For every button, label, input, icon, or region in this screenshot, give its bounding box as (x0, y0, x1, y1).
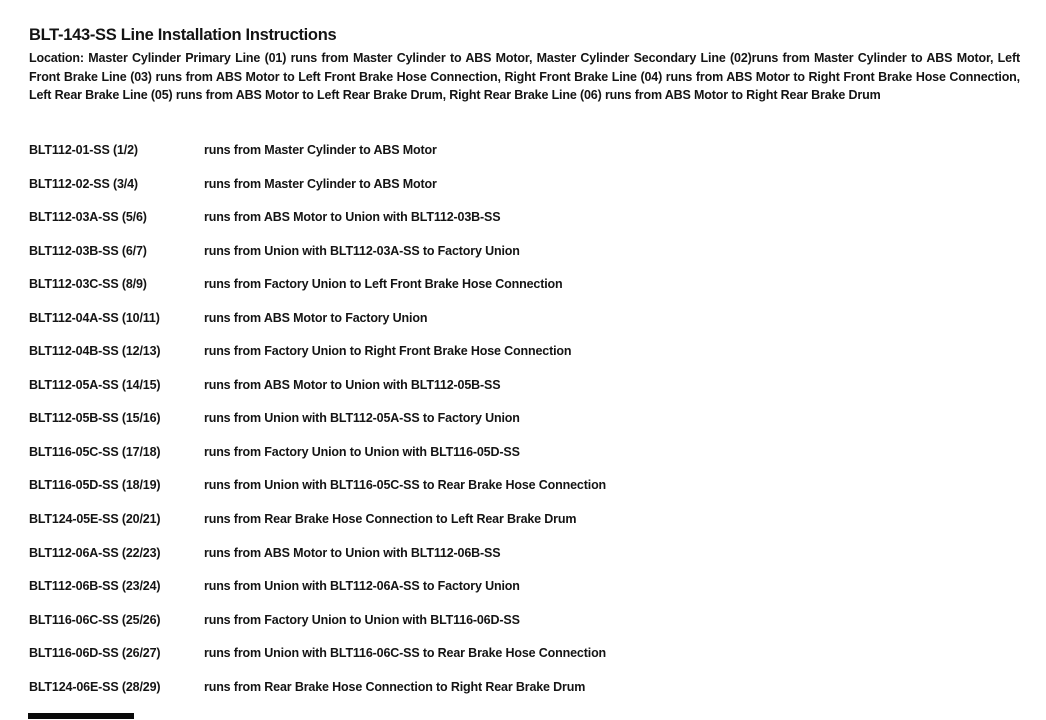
part-routing-description: runs from ABS Motor to Union with BLT112-03B-SS (204, 210, 501, 225)
line-item-row (29, 469, 1020, 503)
installation-line-list (29, 134, 1020, 704)
line-item-row (29, 402, 1020, 436)
part-number: BLT112-04B-SS (12/13) (29, 344, 161, 359)
part-routing-description: runs from Master Cylinder to ABS Motor (204, 176, 437, 191)
line-item-row (29, 537, 1020, 571)
line-item-row (29, 168, 1020, 202)
part-number: BLT112-03C-SS (8/9) (29, 277, 147, 292)
line-item-row (29, 369, 1020, 403)
part-routing-description: runs from Union with BLT116-05C-SS to Rear Brake Hose Connection (204, 478, 607, 493)
part-number: BLT112-03B-SS (6/7) (29, 243, 147, 258)
part-number: BLT112-06A-SS (22/23) (29, 545, 161, 560)
part-routing-description: runs from Factory Union to Right Front Brake Hose Connection (204, 344, 572, 359)
part-routing-description: runs from ABS Motor to Factory Union (204, 310, 428, 325)
part-routing-description: runs from Factory Union to Union with BLT116-05D-SS (204, 444, 520, 459)
part-routing-description: runs from Factory Union to Union with BLT116-06D-SS (204, 612, 520, 627)
part-number: BLT112-06B-SS (23/24) (29, 579, 161, 594)
part-number: BLT112-01-SS (1/2) (29, 143, 138, 157)
line-item-row (29, 134, 1020, 168)
part-routing-description: runs from Rear Brake Hose Connection to Left Rear Brake Drum (204, 512, 577, 527)
part-routing-description: runs from ABS Motor to Union with BLT112-06B-SS (204, 545, 501, 560)
part-number: BLT116-06D-SS (26/27) (29, 646, 161, 661)
part-number: BLT112-03A-SS (5/6) (29, 210, 147, 225)
part-routing-description: runs from Master Cylinder to ABS Motor (204, 143, 437, 157)
part-routing-description: runs from Factory Union to Left Front Brake Hose Connection (204, 277, 563, 292)
part-number: BLT112-02-SS (3/4) (29, 176, 138, 191)
part-number: BLT112-04A-SS (10/11) (29, 310, 160, 325)
part-routing-description: runs from Union with BLT112-06A-SS to Factory Union (204, 579, 520, 594)
line-item-row (29, 604, 1020, 638)
page-title: BLT-143-SS Line Installation Instructions (29, 26, 337, 44)
part-routing-description: runs from Rear Brake Hose Connection to Right Rear Brake Drum (204, 679, 586, 694)
line-item-row (29, 201, 1020, 235)
part-number: BLT124-06E-SS (28/29) (29, 679, 161, 694)
part-number: BLT112-05B-SS (15/16) (29, 411, 161, 426)
line-item-row (29, 570, 1020, 604)
line-item-row (29, 637, 1020, 671)
part-routing-description: runs from ABS Motor to Union with BLT112-05B-SS (204, 377, 501, 392)
line-item-row (29, 503, 1020, 537)
line-item-row (29, 268, 1020, 302)
line-item-row (29, 302, 1020, 336)
line-item-row (29, 436, 1020, 470)
line-item-row (29, 235, 1020, 269)
part-number: BLT116-05D-SS (18/19) (29, 478, 161, 493)
line-item-row (29, 671, 1020, 705)
line-item-row (29, 335, 1020, 369)
part-number: BLT116-05C-SS (17/18) (29, 444, 161, 459)
part-number: BLT116-06C-SS (25/26) (29, 612, 161, 627)
part-routing-description: runs from Union with BLT112-05A-SS to Factory Union (204, 411, 520, 426)
location-paragraph: Location: Master Cylinder Primary Line (01) runs from Master Cylinder to ABS Motor, Master Cylinder Secondary Line (02)runs from Master Cylinder to ABS Motor, Left Front Brake Line (03) runs from ABS Motor to Left Front Brake Hose Connection, Right Front Brake Line (04) runs from ABS Motor to Right Front Brake Hose Connection, Left Rear Brake Line (05) runs from ABS Motor to Left Rear Brake Drum, Right Rear Brake Line (06) runs from ABS Motor to Right Rear Brake Drum (29, 51, 1020, 103)
clipped-next-row-sliver (28, 713, 134, 719)
part-routing-description: runs from Union with BLT112-03A-SS to Factory Union (204, 243, 520, 258)
part-routing-description: runs from Union with BLT116-06C-SS to Rear Brake Hose Connection (204, 646, 607, 661)
part-number: BLT124-05E-SS (20/21) (29, 512, 161, 527)
part-number: BLT112-05A-SS (14/15) (29, 377, 161, 392)
